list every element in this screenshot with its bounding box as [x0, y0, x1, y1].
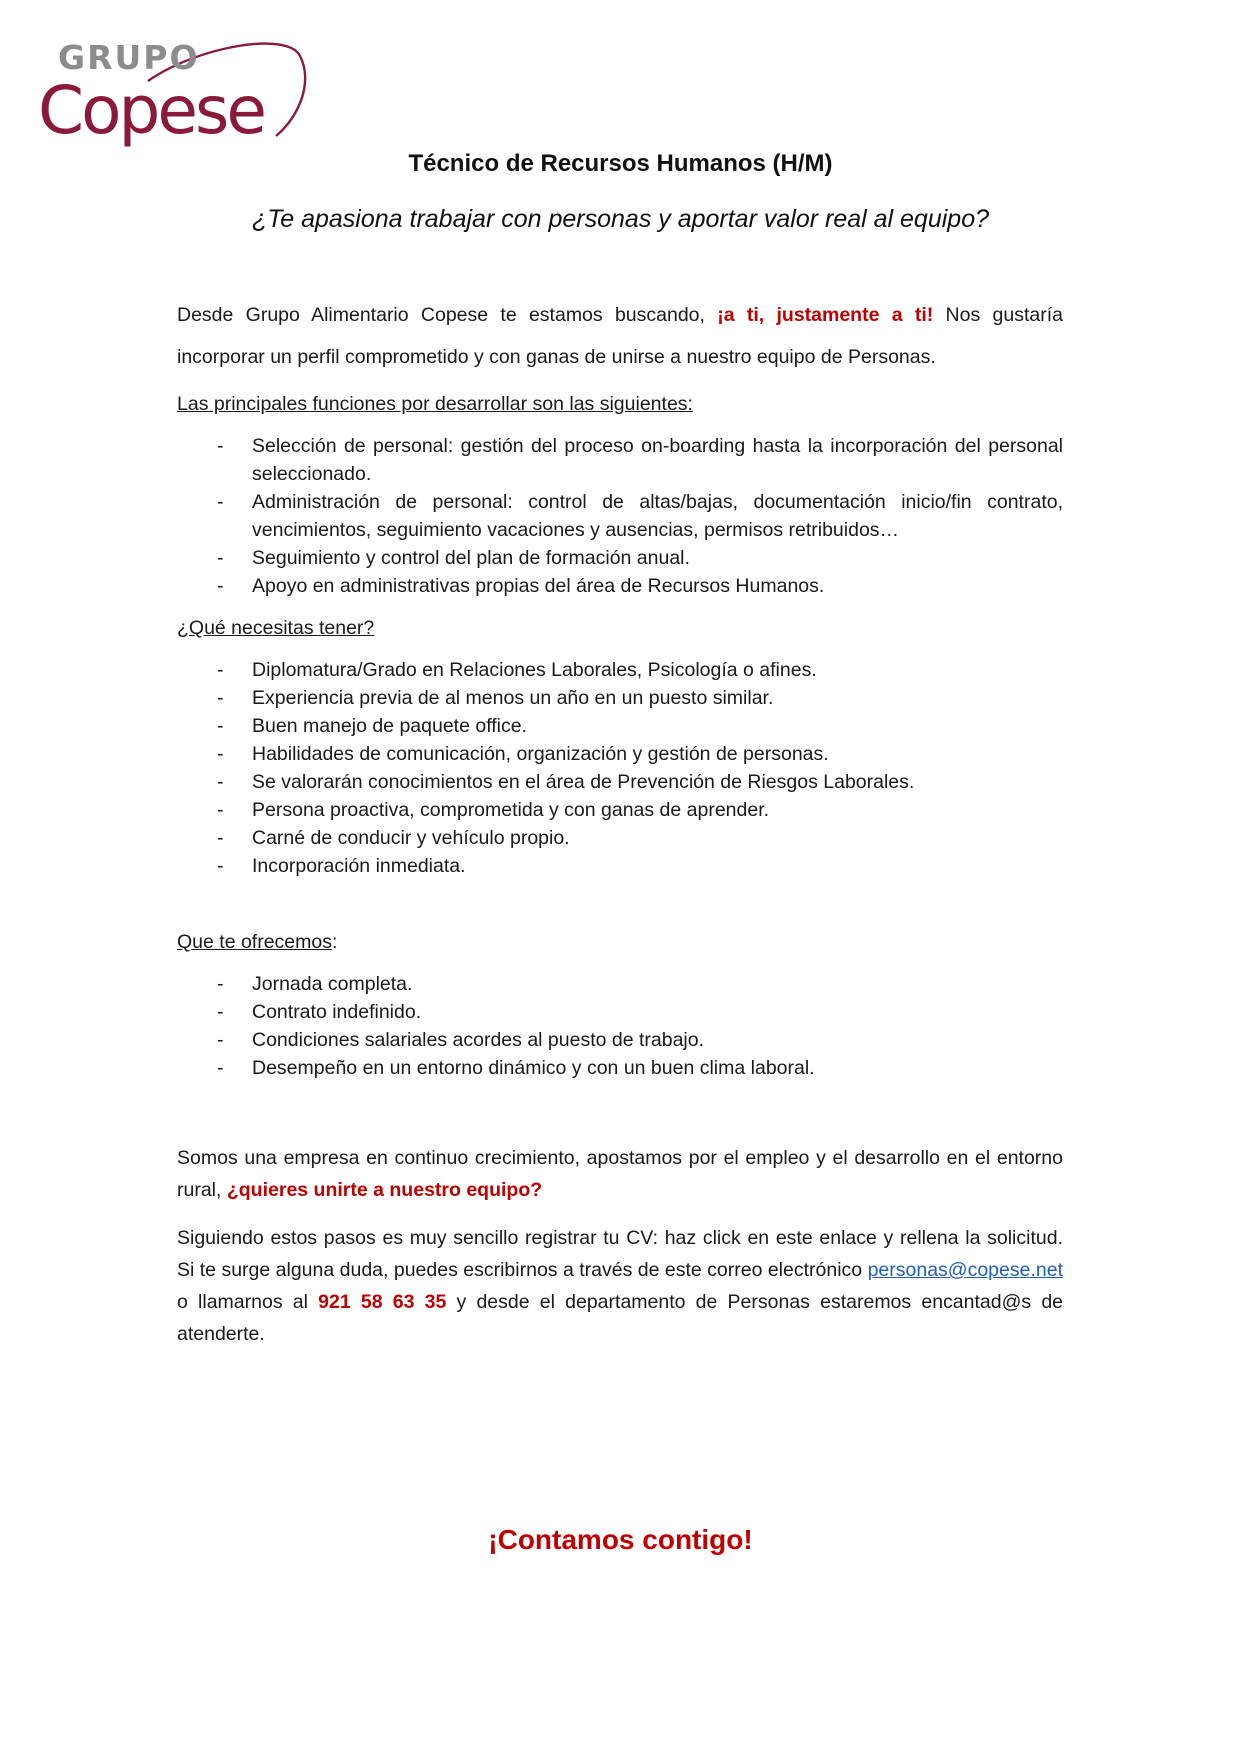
- list-item: [177, 998, 1063, 1026]
- dash-bullet: -: [217, 491, 224, 513]
- list-item-text: Condiciones salariales acordes al puesto de trabajo.: [252, 1029, 705, 1051]
- intro-highlight: ¡a ti, justamente a ti!: [717, 304, 934, 326]
- list-item: [177, 712, 1063, 740]
- list-item: [177, 572, 1063, 600]
- list-item-text: Experiencia previa de al menos un año en un puesto similar.: [252, 687, 774, 709]
- offer-list: [177, 970, 1063, 1082]
- dash-bullet: -: [217, 827, 224, 849]
- growth-paragraph: [177, 1142, 1063, 1206]
- offer-heading-colon: :: [332, 931, 338, 953]
- offer-heading: [177, 928, 1063, 956]
- dash-bullet: -: [217, 973, 224, 995]
- intro-paragraph: [177, 294, 1063, 378]
- list-item-text: Persona proactiva, comprometida y con ganas de aprender.: [252, 799, 770, 821]
- document-body: [177, 294, 1063, 1350]
- functions-list: [177, 432, 1063, 600]
- dash-bullet: -: [217, 855, 224, 877]
- intro-text: Desde Grupo Alimentario Copese te estamos buscando,: [177, 304, 718, 326]
- dash-bullet: -: [217, 715, 224, 737]
- dash-bullet: -: [217, 547, 224, 569]
- grupo-copese-logo: [38, 36, 328, 156]
- requirements-heading: ¿Qué necesitas tener?: [177, 617, 375, 639]
- logo-grupo-text: GRUPO: [58, 38, 200, 77]
- list-item: [177, 656, 1063, 684]
- contact-text-2: o llamarnos al: [177, 1291, 319, 1313]
- dash-bullet: -: [217, 659, 224, 681]
- list-item: [177, 1054, 1063, 1082]
- email-link[interactable]: personas@copese.net: [867, 1259, 1063, 1281]
- phone-number: 921 58 63 35: [318, 1291, 447, 1313]
- list-item-text: Incorporación inmediata.: [252, 855, 466, 877]
- list-item-text: Contrato indefinido.: [252, 1001, 422, 1023]
- dash-bullet: -: [217, 435, 224, 457]
- dash-bullet: -: [217, 575, 224, 597]
- list-item-text: Administración de personal: control de altas/bajas, documentación inicio/fin contrato, vencimientos, seguimiento vacaciones y ausencias, permisos retribuidos…: [252, 491, 1063, 541]
- list-item: [177, 970, 1063, 998]
- dash-bullet: -: [217, 687, 224, 709]
- dash-bullet: -: [217, 1029, 224, 1051]
- growth-text: Somos una empresa en continuo crecimiento, apostamos por el empleo y el desarrollo en el entorno rural,: [177, 1147, 1063, 1201]
- list-item-text: Selección de personal: gestión del proceso on-boarding hasta la incorporación del personal seleccionado.: [252, 435, 1063, 485]
- contact-paragraph: [177, 1222, 1063, 1350]
- dash-bullet: -: [217, 1001, 224, 1023]
- list-item-text: Se valorarán conocimientos en el área de Prevención de Riesgos Laborales.: [252, 771, 915, 793]
- list-item: [177, 684, 1063, 712]
- functions-heading: Las principales funciones por desarrollar son las siguientes:: [177, 393, 693, 415]
- intro-text-end: Nos gustaría incorporar un perfil comprometido y con ganas de unirse a nuestro equipo de Personas.: [177, 304, 1063, 368]
- requirements-list: [177, 656, 1063, 880]
- contact-text: Siguiendo estos pasos es muy sencillo registrar tu CV: haz click en este enlace y rellena la solicitud. Si te surge alguna duda, puedes escribirnos a través de este correo electrónico: [177, 1227, 1063, 1281]
- page-title: Técnico de Recursos Humanos (H/M): [408, 150, 833, 177]
- dash-bullet: -: [217, 771, 224, 793]
- list-item: [177, 488, 1063, 544]
- dash-bullet: -: [217, 743, 224, 765]
- list-item: [177, 824, 1063, 852]
- list-item: [177, 1026, 1063, 1054]
- dash-bullet: -: [217, 799, 224, 821]
- dash-bullet: -: [217, 1057, 224, 1079]
- list-item-text: Jornada completa.: [252, 973, 413, 995]
- contact-text-3: y desde el departamento de Personas estaremos encantad@s de atenderte.: [177, 1291, 1064, 1345]
- list-item-text: Carné de conducir y vehículo propio.: [252, 827, 570, 849]
- list-item: [177, 432, 1063, 488]
- page-subtitle: ¿Te apasiona trabajar con personas y aportar valor real al equipo?: [251, 205, 990, 233]
- list-item: [177, 796, 1063, 824]
- list-item-text: Desempeño en un entorno dinámico y con un buen clima laboral.: [252, 1057, 815, 1079]
- closing-message: ¡Contamos contigo!: [488, 1524, 753, 1555]
- growth-highlight: ¿quieres unirte a nuestro equipo?: [226, 1179, 543, 1201]
- list-item-text: Diplomatura/Grado en Relaciones Laborales, Psicología o afines.: [252, 659, 817, 681]
- list-item-text: Seguimiento y control del plan de formación anual.: [252, 547, 690, 569]
- list-item-text: Apoyo en administrativas propias del área de Recursos Humanos.: [252, 575, 825, 597]
- list-item: [177, 544, 1063, 572]
- list-item: [177, 740, 1063, 768]
- logo-copese-text: Copese: [38, 72, 264, 149]
- offer-heading-text: Que te ofrecemos: [177, 931, 332, 953]
- list-item-text: Habilidades de comunicación, organización y gestión de personas.: [252, 743, 829, 765]
- list-item-text: Buen manejo de paquete office.: [252, 715, 528, 737]
- list-item: [177, 852, 1063, 880]
- list-item: [177, 768, 1063, 796]
